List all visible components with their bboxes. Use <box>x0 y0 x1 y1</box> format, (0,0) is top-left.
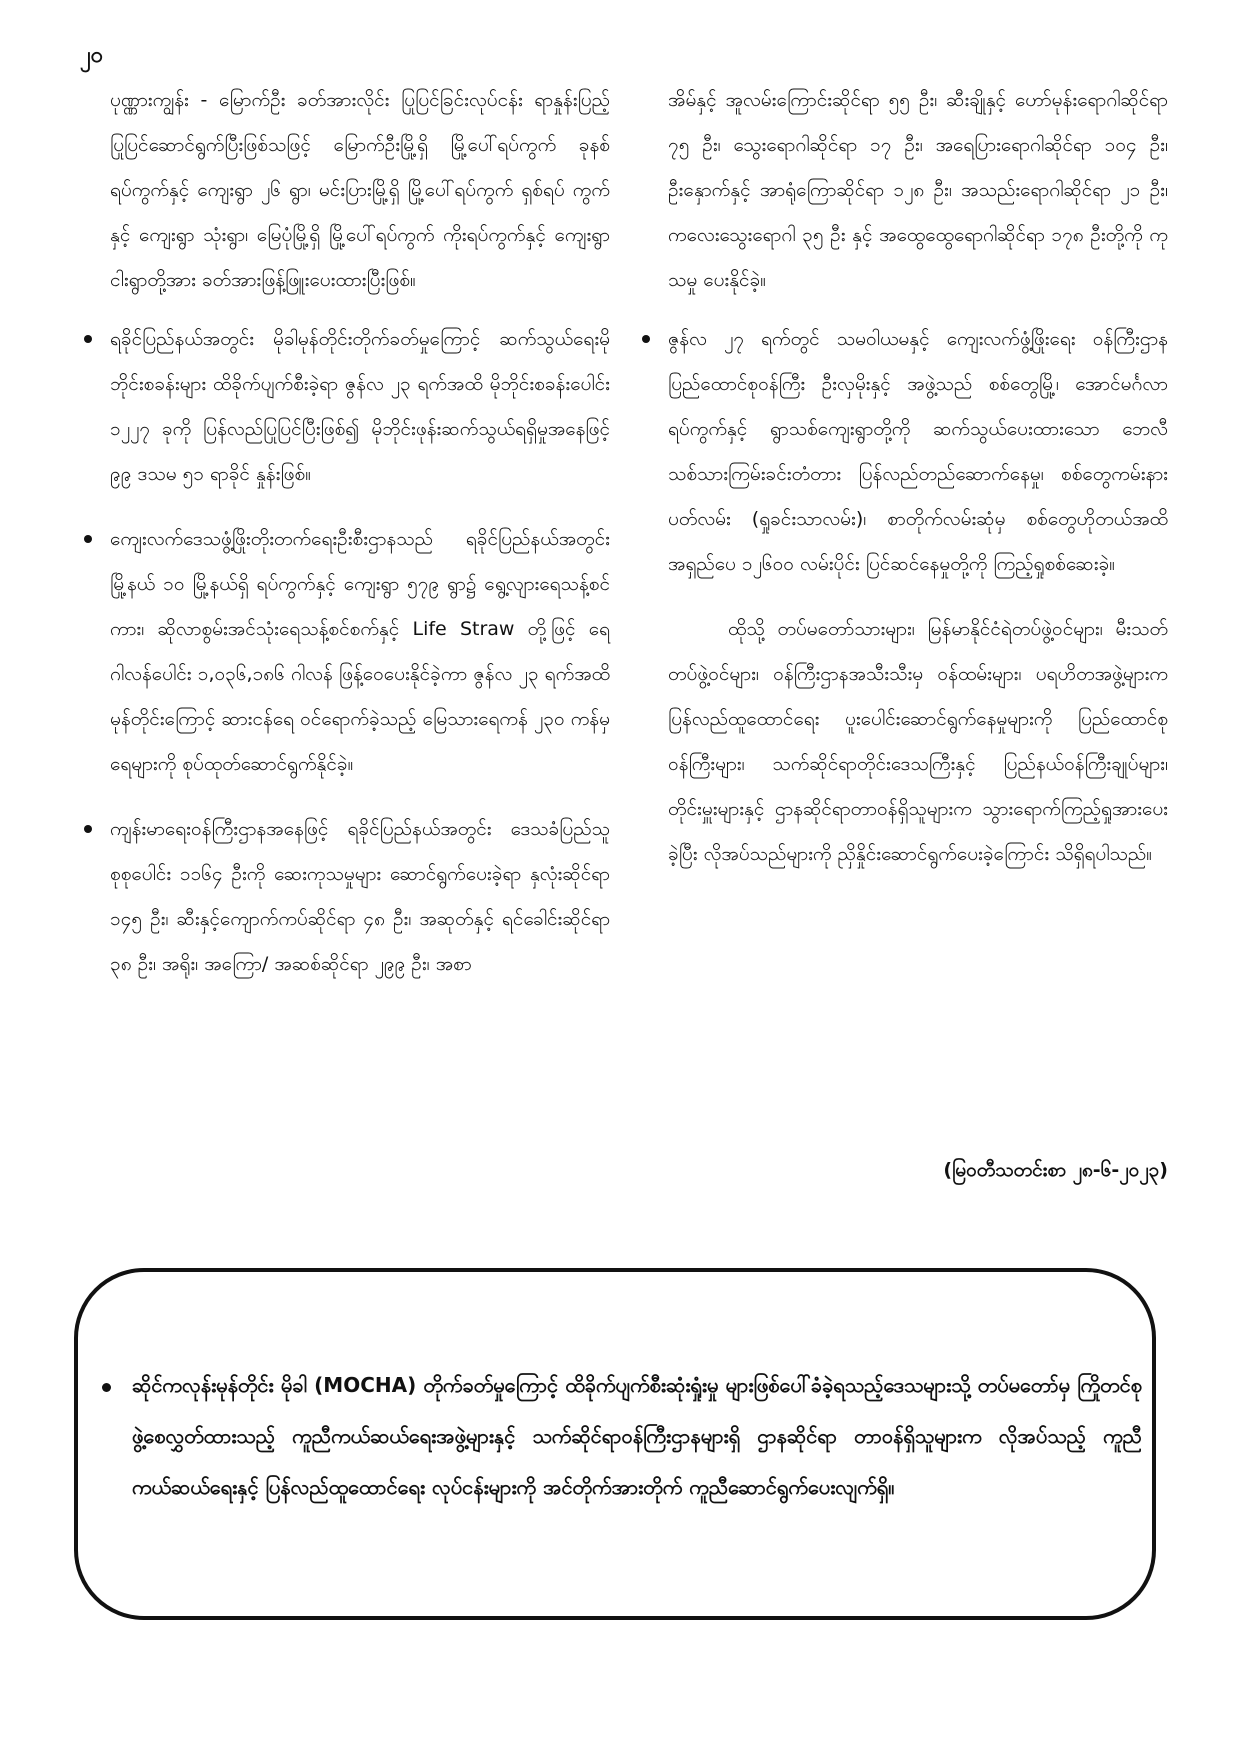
continuation-paragraph: အိမ်နှင့် အူလမ်းကြောင်းဆိုင်ရာ ၅၅ ဦး၊ ဆီးချိုနှင့် ဟော်မုန်းရောဂါဆိုင်ရာ ၇၅ ဦး၊ သွေးရောဂါဆိုင်ရာ ၁၇ ဦး၊ အရေပြားရောဂါဆိုင်ရာ ၁၀၄ ဦး၊ ဦးနှောက်နှင့် အာရုံကြောဆိုင်ရာ ၁၂၈ ဦး၊ အသည်းရောဂါဆိုင်ရာ ၂၁ ဦး၊ ကလေးသွေးရောဂါ ၃၅ ဦး နှင့် အထွေထွေရောဂါဆိုင်ရာ ၁၇၈ ဦးတို့ကို ကုသမှု ပေးနိုင်ခဲ့။ <box>668 89 1168 291</box>
left-column <box>110 78 610 1007</box>
bullet-water-supply: ကျေးလက်ဒေသဖွံ့ဖြိုးတိုးတက်ရေးဦးစီးဌာနသည် ရခိုင်ပြည်နယ်အတွင်း မြို့နယ် ၁၀ မြို့နယ်ရှိ ရပ်ကွက်နှင့် ကျေးရွာ ၅၇၉ ရွာ၌ ရွေ့လျားရေသန့်စင်ကား၊ ဆိုလာစွမ်းအင်သုံးရေသန့်စင်စက်နှင့် Life Straw တို့ဖြင့် ရေဂါလန်ပေါင်း ၁,၀၃၆,၁၈၆ ဂါလန် ဖြန့်ဝေပေးနိုင်ခဲ့ကာ ဇွန်လ ၂၃ ရက်အထိ မုန်တိုင်းကြောင့် ဆားငန်ရေ ဝင်ရောက်ခဲ့သည့် မြေသားရေကန် ၂၃၀ ကန်မှရေများကို စုပ်ထုတ်ဆောင်ရွက်နိုင်ခဲ့။ <box>110 517 610 787</box>
notice-bullet-icon <box>102 1383 111 1392</box>
bullet-minister-inspection: ဇွန်လ ၂၇ ရက်တွင် သမဝါယမနှင့် ကျေးလက်ဖွံ့ဖြိုးရေး ဝန်ကြီးဌာန ပြည်ထောင်စုဝန်ကြီး ဦးလှမိုးနှင့် အဖွဲ့သည် စစ်တွေမြို့၊ အောင်မင်္ဂလာရပ်ကွက်နှင့် ရွာသစ်ကျေးရွာတို့ကို ဆက်သွယ်ပေးထားသော ဘေလီသစ်သားကြမ်းခင်းတံတား ပြန်လည်တည်ဆောက်နေမှု၊ စစ်တွေကမ်းနားပတ်လမ်း (ရှုခင်းသာလမ်း)၊ စာတိုက်လမ်းဆုံမှ စစ်တွေဟိုတယ်အထိ အရှည်ပေ ၁၂၆၀၀ လမ်းပိုင်း ပြင်ဆင်နေမှုတို့ကို ကြည့်ရှုစစ်ဆေးခဲ့။ <box>668 317 1168 587</box>
page-number: ၂၀ <box>80 43 104 68</box>
right-column <box>668 78 1168 891</box>
bullet-mobile-stations: ရခိုင်ပြည်နယ်အတွင်း မိုခါမုန်တိုင်းတိုက်ခတ်မှုကြောင့် ဆက်သွယ်ရေးမိုဘိုင်းစခန်းများ ထိခိုက်ပျက်စီးခဲ့ရာ ဇွန်လ ၂၃ ရက်အထိ မိုဘိုင်းစခန်းပေါင်း ၁၂၂၇ ခုကို ပြန်လည်ပြုပြင်ပြီးဖြစ်၍ မိုဘိုင်းဖုန်းဆက်သွယ်ရရှိမှုအနေဖြင့် ၉၉ ဒသမ ၅၁ ရာခိုင် နှုန်းဖြစ်။ <box>110 317 610 497</box>
closing-paragraph: ထိုသို့ တပ်မတော်သားများ၊ မြန်မာနိုင်ငံရဲတပ်ဖွဲ့ဝင်များ၊ မီးသတ်တပ်ဖွဲ့ဝင်များ၊ ဝန်ကြီးဌာနအသီးသီးမှ ဝန်ထမ်းများ၊ ပရဟိတအဖွဲ့များက ပြန်လည်ထူထောင်ရေး ပူးပေါင်းဆောင်ရွက်နေမှုများကို ပြည်ထောင်စုဝန်ကြီးများ၊ သက်ဆိုင်ရာတိုင်းဒေသကြီးနှင့် ပြည်နယ်ဝန်ကြီးချုပ်များ၊ တိုင်းမှူးများနှင့် ဌာနဆိုင်ရာတာဝန်ရှိသူများက သွားရောက်ကြည့်ရှုအားပေးခဲ့ပြီး လိုအပ်သည်များကို ညှိနှိုင်းဆောင်ရွက်ပေးခဲ့ကြောင်း သိရှိရပါသည်။ <box>668 618 1168 865</box>
bullet-health-treatment: ကျန်းမာရေးဝန်ကြီးဌာနအနေဖြင့် ရခိုင်ပြည်နယ်အတွင်း ဒေသခံပြည်သူစုစုပေါင်း ၁၁၆၄ ဦးကို ဆေးကုသမှုများ ဆောင်ရွက်ပေးခဲ့ရာ နှလုံးဆိုင်ရာ ၁၄၅ ဦး၊ ဆီးနှင့်ကျောက်ကပ်ဆိုင်ရာ ၄၈ ဦး၊ အဆုတ်နှင့် ရင်ခေါင်းဆိုင်ရာ ၃၈ ဦး၊ အရိုး၊ အကြော/ အဆစ်ဆိုင်ရာ ၂၉၉ ဦး၊ အစာ <box>110 807 610 987</box>
source-citation: (မြဝတီသတင်းစာ ၂၈-၆-၂၀၂၃) <box>943 1159 1168 1181</box>
notice-text: ဆိုင်ကလုန်းမုန်တိုင်း မိုခါ (MOCHA) တိုက်ခတ်မှုကြောင့် ထိခိုက်ပျက်စီးဆုံးရှုံးမှု များဖြစ်ပေါ်ခံခဲ့ရသည့်ဒေသများသို့ တပ်မတော်မှ ကြိုတင်စုဖွဲ့စေလွှတ်ထားသည့် ကူညီကယ်ဆယ်ရေးအဖွဲ့များနှင့် သက်ဆိုင်ရာဝန်ကြီးဌာနများရှိ ဌာနဆိုင်ရာ တာဝန်ရှိသူများက လိုအပ်သည့် ကူညီကယ်ဆယ်ရေးနှင့် ပြန်လည်ထူထောင်ရေး လုပ်ငန်းများကို အင်တိုက်အားတိုက် ကူညီဆောင်ရွက်ပေးလျက်ရှိ။ <box>132 1373 1142 1499</box>
intro-paragraph: ပုဏ္ဏားကျွန်း - မြောက်ဦး ခတ်အားလိုင်း ပြုပြင်ခြင်းလုပ်ငန်း ရာနှုန်းပြည့်ပြုပြင်ဆောင်ရွက်ပြီးဖြစ်သဖြင့် မြောက်ဦးမြို့ရှိ မြို့ပေါ်ရပ်ကွက် ခုနစ်ရပ်ကွက်နှင့် ကျေးရွာ ၂၆ ရွာ၊ မင်းပြားမြို့ရှိ မြို့ပေါ်ရပ်ကွက် ရှစ်ရပ် ကွက်နှင့် ကျေးရွာ သုံးရွာ၊ မြေပုံမြို့ရှိ မြို့ပေါ်ရပ်ကွက် ကိုးရပ်ကွက်နှင့် ကျေးရွာ ငါးရွာတို့အား ခတ်အားဖြန့်ဖြူးပေးထားပြီးဖြစ်။ <box>110 89 610 291</box>
